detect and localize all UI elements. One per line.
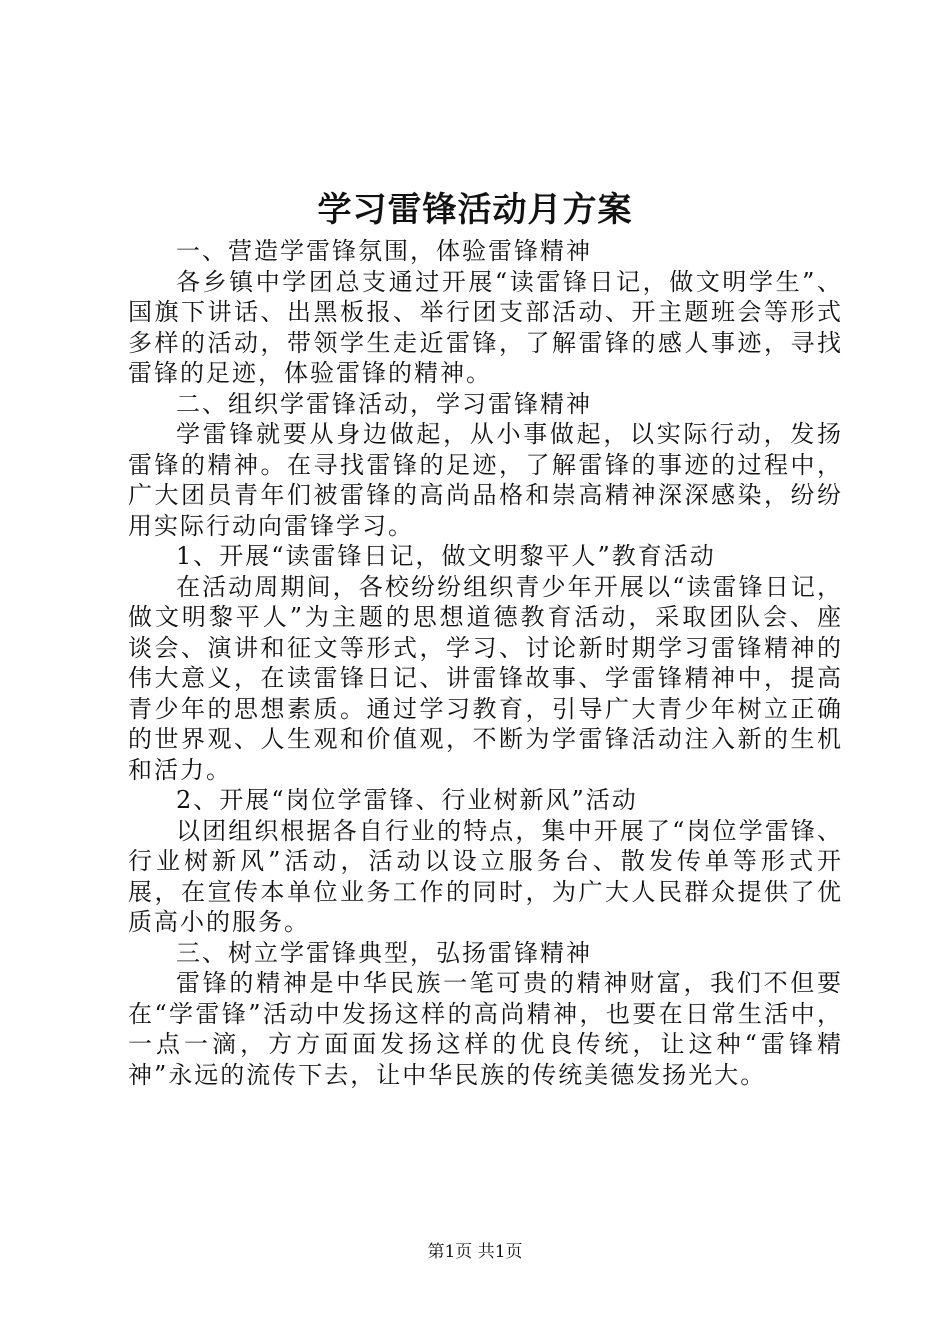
paragraph-2: 学雷锋就要从身边做起，从小事做起，以实际行动，发扬雷锋的精神。在寻找雷锋的足迹，了解雷锋的事迹的过程中，广大团员青年们被雷锋的高尚品格和崇高精神深深感染，纷纷用实际行动向雷锋学习。 [128,420,843,540]
paragraph-4: 以团组织根据各自行业的特点，集中开展了“岗位学雷锋、行业树新风”活动，活动以设立服务台、散发传单等形式开展，在宣传本单位业务工作的同时，为广大人民群众提供了优质高小的服务。 [128,816,843,936]
subsection-heading-2: 2、开展“岗位学雷锋、行业树新风”活动 [176,786,638,814]
section-heading-2: 二、组织学雷锋活动，学习雷锋精神 [176,389,592,418]
paragraph-5: 雷锋的精神是中华民族一笔可贵的精神财富，我们不但要在“学雷锋”活动中发扬这样的高尚精神，也要在日常生活中，一点一滴，方方面面发扬这样的优良传统，让这种“雷锋精神”永远的流传下去，让中华民族的传统美德发扬光大。 [128,969,843,1089]
document-title: 学习雷锋活动月方案 [317,190,633,230]
section-heading-3: 三、树立学雷锋典型，弘扬雷锋精神 [176,938,592,967]
paragraph-3: 在活动周期间，各校纷纷组织青少年开展以“读雷锋日记，做文明黎平人”为主题的思想道德教育活动，采取团队会、座谈会、演讲和征文等形式，学习、讨论新时期学习雷锋精神的伟大意义，在读雷锋日记、讲雷锋故事、学雷锋精神中，提高青少年的思想素质。通过学习教育，引导广大青少年树立正确的世界观、人生观和价值观，不断为学雷锋活动注入新的生机和活力。 [128,572,843,784]
section-heading-1: 一、营造学雷锋氛围，体验雷锋精神 [176,237,592,265]
paragraph-1: 各乡镇中学团总支通过开展“读雷锋日记，做文明学生”、国旗下讲话、出黑板报、举行团支部活动、开主题班会等形式多样的活动，带领学生走近雷锋，了解雷锋的感人事迹，寻找雷锋的足迹，体验雷锋的精神。 [128,267,843,387]
document-body [128,236,843,1090]
subsection-heading-1: 1、开展“读雷锋日记，做文明黎平人”教育活动 [176,542,716,570]
page-footer: 第1页 共1页 [427,1242,523,1262]
